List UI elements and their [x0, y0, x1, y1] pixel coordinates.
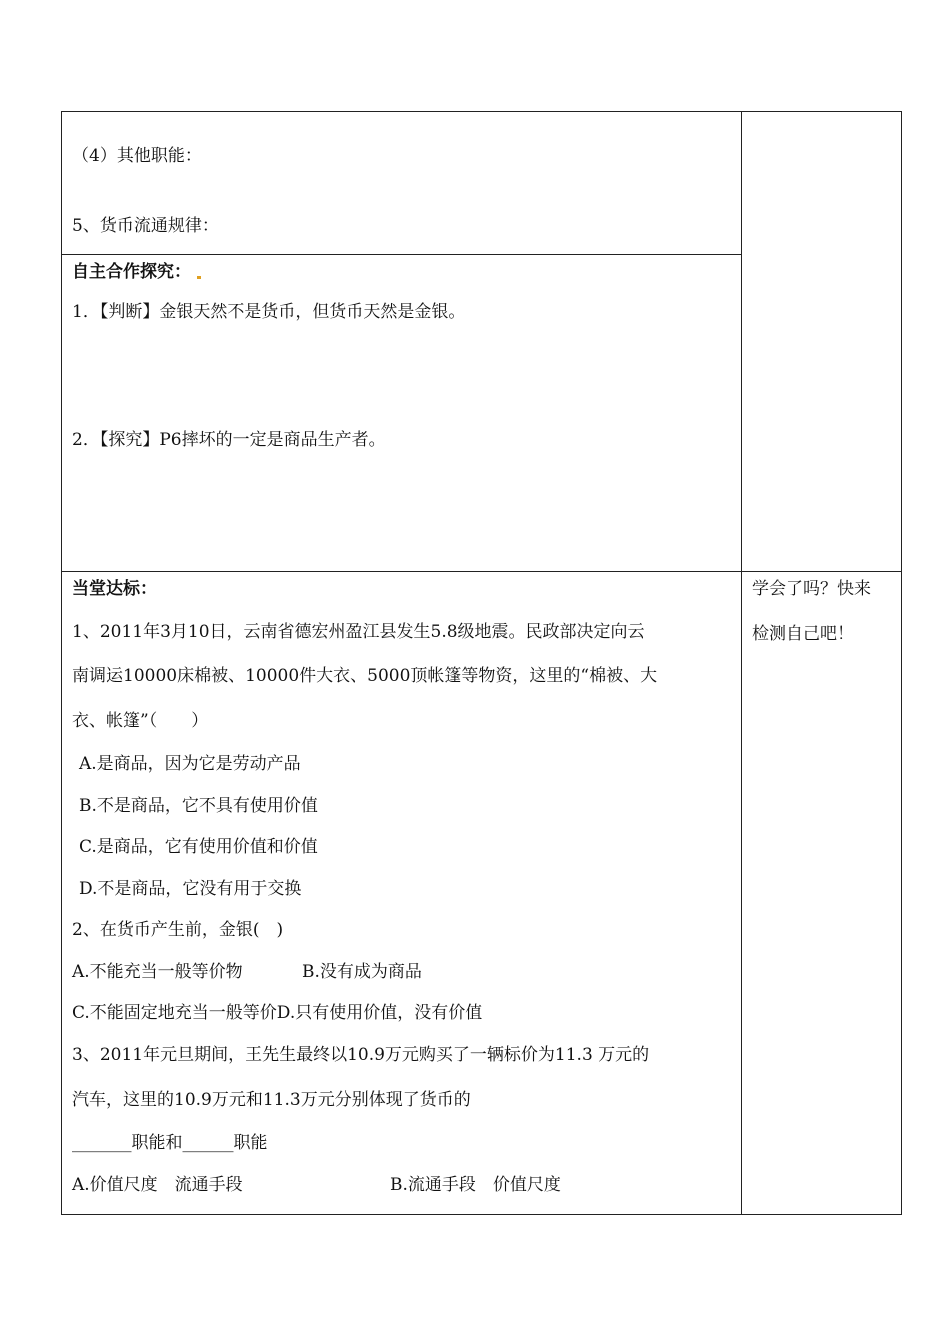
explore-question-1: 1．【判断】金银天然不是货币，但货币天然是金银。 — [72, 302, 466, 322]
test-q1-line3: 衣、帐篷”（ ） — [72, 711, 209, 731]
explore-cell — [62, 255, 742, 572]
explore-heading: 自主合作探究： — [72, 261, 201, 283]
functions-cell — [62, 112, 742, 255]
test-q2-option-b: B.没有成为商品 — [302, 962, 422, 982]
test-cell — [62, 572, 742, 1215]
side-note-line2: 检测自己吧！ — [752, 624, 854, 644]
test-q1-option-d: D.不是商品，它没有用于交换 — [79, 879, 302, 899]
test-q1-line1: 1、2011年3月10日，云南省德宏州盈江县发生5.8级地震。民政部决定向云 — [72, 622, 645, 642]
test-q3-line1: 3、2011年元旦期间，王先生最终以10.9万元购买了一辆标价为11.3 万元的 — [72, 1045, 650, 1065]
other-functions-item: （4）其他职能： — [72, 146, 202, 166]
test-q1-option-a: A.是商品，因为它是劳动产品 — [79, 754, 301, 774]
side-empty-cell — [742, 112, 902, 572]
test-q3-option-a: A.价值尺度 流通手段 — [72, 1175, 243, 1195]
test-q2-stem: 2、在货币产生前，金银( ) — [72, 920, 284, 940]
worksheet-table — [61, 111, 902, 1215]
side-note-line1: 学会了吗？快来 — [752, 579, 871, 599]
circulation-law-item: 5、货币流通规律： — [72, 216, 219, 236]
explore-question-2: 2．【探究】P6摔坏的一定是商品生产者。 — [72, 430, 386, 450]
test-q3-line3: _______职能和______职能 — [72, 1133, 268, 1153]
test-q1-option-b: B.不是商品，它不具有使用价值 — [79, 796, 318, 816]
marker-dot — [197, 276, 201, 279]
side-note-cell — [742, 572, 902, 1215]
test-q3-line2: 汽车，这里的10.9万元和11.3万元分别体现了货币的 — [72, 1090, 471, 1110]
test-q3-option-b: B.流通手段 价值尺度 — [390, 1175, 561, 1195]
test-q2-options-cd: C.不能固定地充当一般等价D.只有使用价值，没有价值 — [72, 1003, 483, 1023]
test-q1-line2: 南调运10000床棉被、10000件大衣、5000顶帐篷等物资，这里的“棉被、大 — [72, 666, 658, 686]
test-q1-option-c: C.是商品，它有使用价值和价值 — [79, 837, 318, 857]
test-heading: 当堂达标： — [72, 579, 157, 599]
test-q2-option-a: A.不能充当一般等价物 — [72, 962, 243, 982]
